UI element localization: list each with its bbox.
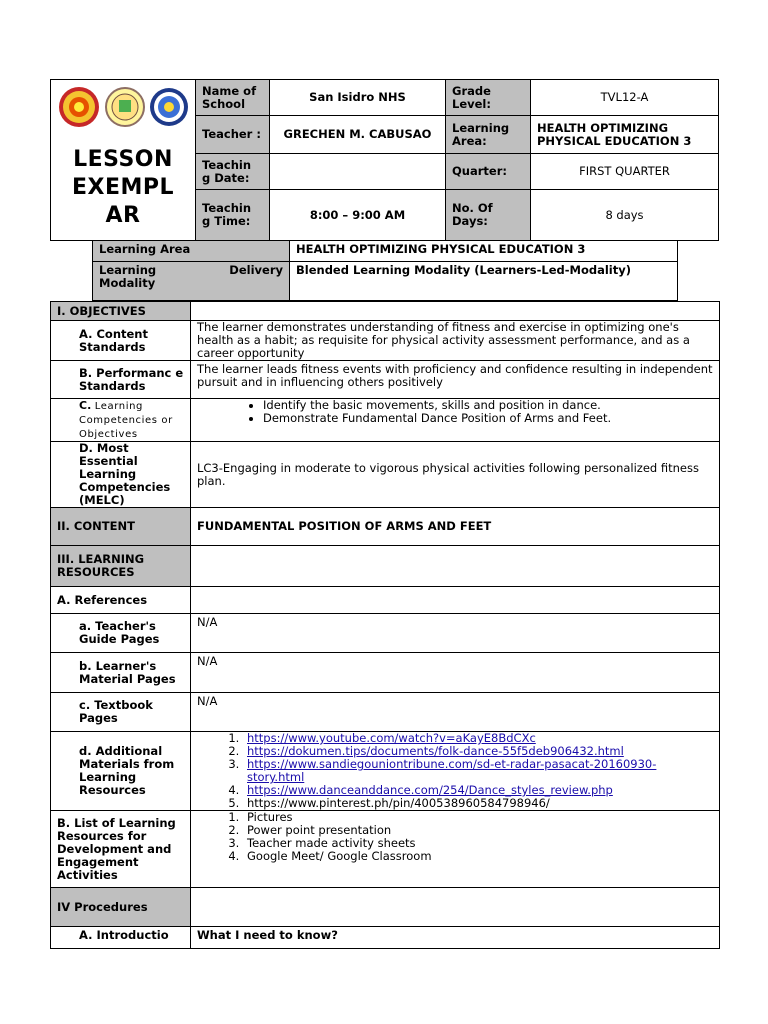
grade-label: Grade Level: [446,80,531,116]
resource-link[interactable]: https://www.youtube.com/watch?v=aKayE8BdCXc [247,731,536,745]
competencies-list-cell [191,399,720,442]
delivery-modality-label [93,262,290,301]
additional-links-list [197,732,713,810]
date-value [270,154,446,190]
resource-item: 1. Pictures [243,811,713,824]
additional-links-cell [191,732,720,811]
procedures-heading: IV Procedures [51,888,191,927]
title-line-1: LESSON [73,147,173,172]
resource-item: 2. Power point presentation [243,824,713,837]
content-heading: II. CONTENT [51,508,191,546]
learner-material-label: b. Learner's Material Pages [51,653,191,693]
resource-item: 3. Teacher made activity sheets [243,837,713,850]
division-seal-logo [104,86,146,128]
melc-label: D. Most Essential Learning Competencies (MELC) [51,442,191,508]
title-line-3: AR [105,203,141,228]
teacher-label: Teacher : [196,116,270,154]
resource-link-plain[interactable]: https://www.pinterest.ph/pin/400538960584798946/ [247,796,550,810]
time-value: 8:00 – 9:00 AM [270,190,446,241]
introduction-label: A. Introductio [51,927,191,949]
delivery-modality-value: Blended Learning Modality (Learners-Led-Modality) [290,262,678,301]
school-label: Name of School [196,80,270,116]
area-value: HEALTH OPTIMIZING PHYSICAL EDUCATION 3 [531,116,719,154]
competencies-list [197,399,713,425]
objectives-heading: I. OBJECTIVES [51,302,191,321]
references-blank [191,587,720,614]
textbook-value: N/A [191,693,720,732]
resource-link-item [243,758,713,784]
procedures-blank [191,888,720,927]
competencies-label-text: Learning Competencies or Objectives [79,401,173,440]
date-label: Teachin g Date: [196,154,270,190]
competency-item: • Demonstrate Fundamental Dance Position of Arms and Feet. [263,412,713,425]
area-label: Learning Area: [446,116,531,154]
resources-list [197,811,713,863]
title-line-2: EXEMPL [71,175,175,200]
competencies-label [51,399,191,442]
learning-area-value: HEALTH OPTIMIZING PHYSICAL EDUCATION 3 [290,241,678,262]
school-value: San Isidro NHS [270,80,446,116]
lesson-exemplar-cell [51,80,196,241]
content-standards-text: The learner demonstrates understanding of fitness and exercise in optimizing one's health as a habit; as requisite for physical activity assessment performance, and as a career opportunity [191,321,720,361]
learning-area-label: Learning Area [93,241,290,262]
competencies-prefix: C. [79,399,92,412]
delivery-label-delivery: Delivery [229,263,283,277]
learning-resources-heading: III. LEARNING RESOURCES [51,546,191,587]
lesson-main-table [50,301,720,949]
grade-value: TVL12-A [531,80,719,116]
content-value: FUNDAMENTAL POSITION OF ARMS AND FEET [191,508,720,546]
performance-standards-text: The learner leads fitness events with proficiency and confidence resulting in independent pursuit and in influencing others positively [191,361,720,399]
quarter-value: FIRST QUARTER [531,154,719,190]
learning-area-table [92,240,678,301]
school-seal-logo [56,86,102,128]
teacher-guide-label: a. Teacher's Guide Pages [51,614,191,653]
performance-standards-label: B. Performanc e Standards [51,361,191,399]
quarter-label: Quarter: [446,154,531,190]
teacher-guide-value: N/A [191,614,720,653]
melc-text: LC3-Engaging in moderate to vigorous physical activities following personalized fitness plan. [191,442,720,508]
resources-list-cell [191,811,720,888]
competency-item: • Identify the basic movements, skills and position in dance. [263,399,713,412]
lesson-exemplar-title [51,146,195,230]
header-table [50,79,719,241]
learner-material-value: N/A [191,653,720,693]
logo-row [51,86,195,128]
deped-seal-logo [148,86,190,128]
references-label: A. References [51,587,191,614]
resource-link[interactable]: https://dokumen.tips/documents/folk-dance-55f5deb906432.html [247,744,624,758]
content-standards-label: A. Content Standards [51,321,191,361]
resource-link[interactable]: https://www.sandiegouniontribune.com/sd-et-radar-pasacat-20160930-story.html [247,757,657,784]
learning-resources-blank [191,546,720,587]
list-of-resources-label: B. List of Learning Resources for Development and Engagement Activities [51,811,191,888]
additional-materials-label: d. Additional Materials from Learning Resources [51,732,191,811]
days-label: No. Of Days: [446,190,531,241]
days-value: 8 days [531,190,719,241]
resource-item: 4. Google Meet/ Google Classroom [243,850,713,863]
objectives-blank [191,302,720,321]
delivery-label-learning: Learning [99,263,157,277]
teacher-value: GRECHEN M. CABUSAO [270,116,446,154]
delivery-label-modality: Modality [99,276,156,290]
resource-link-item [243,797,713,810]
resource-link[interactable]: https://www.danceanddance.com/254/Dance_styles_review.php [247,783,613,797]
time-label: Teachin g Time: [196,190,270,241]
introduction-value: What I need to know? [191,927,720,949]
textbook-label: c. Textbook Pages [51,693,191,732]
